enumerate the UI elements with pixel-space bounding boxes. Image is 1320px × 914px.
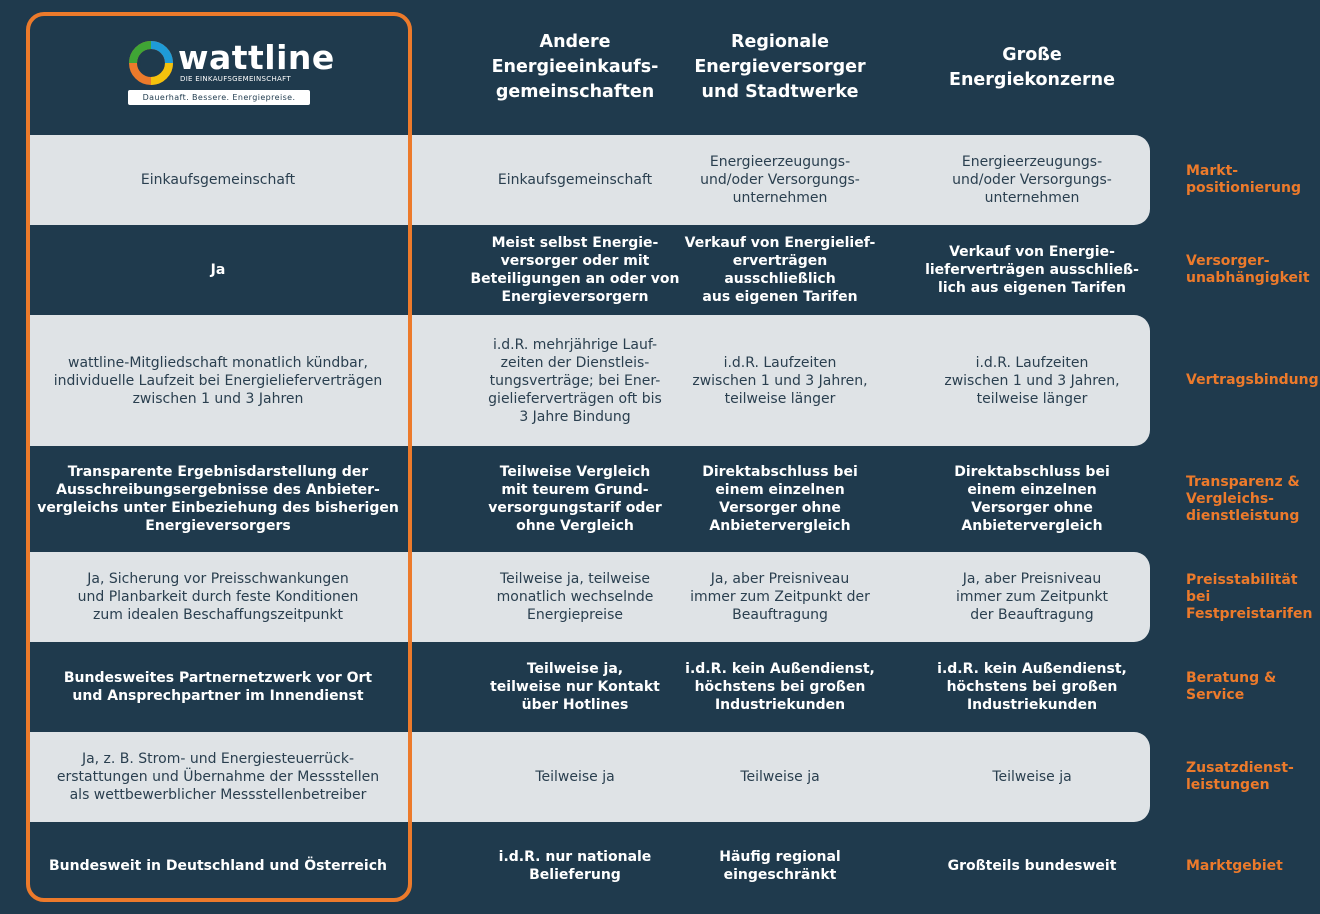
table-cell: Verkauf von Energie- lieferverträgen ausschließ- lich aus eigenen Tarifen [925, 244, 1139, 296]
column-header-text: Große Energiekonzerne [949, 44, 1115, 90]
table-cell: Direktabschluss bei einem einzelnen Versorger ohne Anbietervergleich [954, 464, 1110, 534]
wattline-cell: Ja, z. B. Strom- und Energiesteuerrück- erstattungen und Übernahme der Messstellen als wettbewerblicher Messstellenbetreiber [56, 751, 380, 803]
row-label: Markt- positionierung [1186, 163, 1302, 196]
wattline-cell: Ja [210, 262, 226, 278]
column-header-other-purchasing-groups [470, 0, 680, 135]
column-header-regional-suppliers [680, 0, 880, 135]
logo-subtitle: DIE EINKAUFSGEMEINSCHAFT [180, 75, 291, 83]
table-cell: i.d.R. kein Außendienst, höchstens bei großen Industriekunden [685, 661, 875, 713]
row-label: Zusatzdienst- leistungen [1186, 760, 1294, 793]
table-cell: Teilweise Vergleich mit teurem Grund- versorgungstarif oder ohne Vergleich [488, 464, 662, 534]
logo-tagline: Dauerhaft. Bessere. Energiepreise. [128, 90, 310, 105]
row-label: Beratung & Service [1186, 670, 1277, 703]
table-cell: Häufig regional eingeschränkt [719, 849, 841, 883]
wattline-cell: wattline-Mitgliedschaft monatlich kündbar, individuelle Laufzeit bei Energielieferverträgen zwischen 1 und 3 Jahren [53, 354, 383, 407]
table-cell: Ja, aber Preisniveau immer zum Zeitpunkt der Beauftragung [955, 571, 1109, 623]
table-cell: Teilweise ja [992, 769, 1072, 785]
logo-ring-icon [128, 40, 174, 86]
table-cell: Teilweise ja, teilweise nur Kontakt über Hotlines [490, 661, 660, 713]
table-cell: Energieerzeugungs- und/oder Versorgungs- unternehmen [700, 154, 860, 206]
table-cell: Teilweise ja [740, 769, 820, 785]
row-label: Vertragsbindung [1186, 372, 1319, 388]
wattline-cell: Ja, Sicherung vor Preisschwankungen und Planbarkeit durch feste Konditionen zum idealen Beschaffungszeitpunkt [77, 571, 359, 623]
table-cell: Meist selbst Energie- versorger oder mit Beteiligungen an oder von Energieversorgern [470, 235, 680, 305]
column-header-large-corporations [920, 0, 1144, 135]
table-cell: i.d.R. Laufzeiten zwischen 1 und 3 Jahren, teilweise länger [692, 354, 868, 407]
row-label: Transparenz & Vergleichs- dienstleistung [1186, 473, 1300, 524]
table-cell: i.d.R. nur nationale Belieferung [498, 849, 652, 883]
row-label: Versorger- unabhängigkeit [1186, 253, 1310, 286]
wattline-cell: Transparente Ergebnisdarstellung der Ausschreibungsergebnisse des Anbieter- vergleichs unter Einbeziehung des bisherigen Energieversorgers [37, 464, 399, 534]
table-cell: Teilweise ja [535, 769, 615, 785]
table-cell: Energieerzeugungs- und/oder Versorgungs- unternehmen [952, 154, 1112, 206]
table-cell: i.d.R. kein Außendienst, höchstens bei großen Industriekunden [937, 661, 1127, 713]
table-cell: Ja, aber Preisniveau immer zum Zeitpunkt der Beauftragung [690, 571, 870, 623]
table-cell: Direktabschluss bei einem einzelnen Versorger ohne Anbietervergleich [702, 464, 858, 534]
logo-wordmark: wattline [178, 38, 335, 77]
wattline-cell: Bundesweit in Deutschland und Österreich [49, 858, 387, 874]
row-label: Preisstabilität bei Festpreistarifen [1186, 571, 1313, 622]
wattline-cell: Bundesweites Partnernetzwerk vor Ort und Ansprechpartner im Innendienst [63, 670, 373, 704]
row-label: Marktgebiet [1186, 857, 1283, 874]
wattline-logo [128, 38, 335, 110]
table-cell: Einkaufsgemeinschaft [497, 172, 653, 188]
table-cell: Großteils bundesweit [947, 858, 1117, 874]
wattline-cell: Einkaufsgemeinschaft [140, 172, 296, 188]
table-cell: Teilweise ja, teilweise monatlich wechselnde Energiepreise [496, 571, 654, 623]
table-cell: i.d.R. mehrjährige Lauf- zeiten der Dienstleis- tungsverträge; bei Ener- gielieferverträgen oft bis 3 Jahre Bindung [488, 336, 662, 425]
column-header-text: Regionale Energieversorger und Stadtwerke [694, 32, 866, 102]
table-cell: i.d.R. Laufzeiten zwischen 1 und 3 Jahren, teilweise länger [944, 354, 1120, 407]
column-header-text: Andere Energieeinkaufs- gemeinschaften [491, 32, 659, 102]
table-cell: Verkauf von Energielief- erverträgen ausschließlich aus eigenen Tarifen [684, 235, 876, 305]
